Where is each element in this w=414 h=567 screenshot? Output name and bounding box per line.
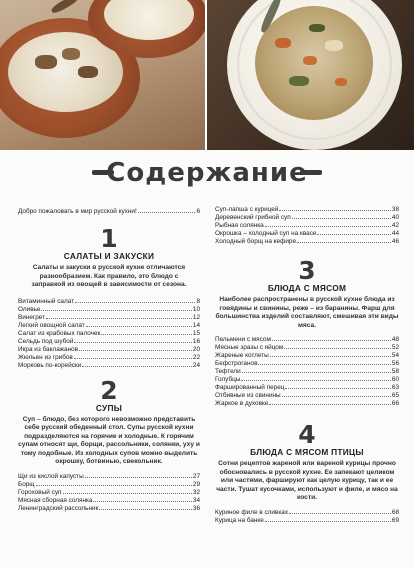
toc-leader	[41, 310, 191, 311]
toc-title: Легкий овощной салат	[18, 321, 85, 329]
toc-leader	[317, 234, 390, 235]
toc-leader	[86, 326, 192, 327]
toc-leader	[269, 404, 390, 405]
section-title: БЛЮДА С МЯСОМ	[267, 283, 347, 293]
toc-title: Винегрет	[18, 313, 46, 321]
toc-row[interactable]	[215, 336, 399, 344]
toc-leader	[270, 356, 391, 357]
toc-list-meat	[215, 336, 399, 408]
toc-title: Витаминный салат	[18, 297, 75, 305]
toc-leader	[279, 210, 390, 211]
toc-title: Ленинградский рассольник	[18, 504, 99, 512]
toc-page: 44	[391, 230, 399, 237]
toc-page: 48	[391, 336, 399, 343]
toc-leader	[265, 226, 391, 227]
toc-title: Отбивные из свинины	[215, 392, 281, 399]
toc-row[interactable]	[215, 238, 399, 246]
toc-page: 36	[192, 504, 200, 512]
toc-row[interactable]	[215, 206, 399, 214]
toc-row[interactable]	[215, 400, 399, 408]
toc-row[interactable]	[215, 368, 399, 376]
section-number: 1	[100, 224, 118, 253]
toc-page: 8	[196, 297, 200, 305]
toc-left-column	[18, 208, 200, 513]
toc-row[interactable]	[215, 222, 399, 230]
section-number: 4	[298, 420, 316, 449]
photo-julienne-pots	[0, 0, 205, 150]
toc-title: Жареные котлеты	[215, 352, 269, 359]
toc-leader	[292, 218, 391, 219]
toc-leader	[265, 521, 391, 522]
toc-list-salads	[18, 298, 200, 370]
toc-list-soups-continued	[215, 206, 399, 246]
section-title: СУПЫ	[95, 402, 123, 413]
toc-row[interactable]	[215, 376, 399, 384]
toc-title: Фаршированный перец	[215, 384, 285, 391]
toc-leader	[289, 513, 391, 514]
toc-title: Жюльен из грибов	[18, 353, 73, 361]
toc-leader	[74, 358, 192, 359]
toc-leader	[46, 318, 192, 319]
toc-title: Окрошка – холодный суп на квасе	[215, 230, 317, 237]
toc-row[interactable]	[215, 384, 399, 392]
toc-page: 52	[391, 344, 399, 351]
toc-leader	[285, 388, 390, 389]
toc-title: Добро пожаловать в мир русской кухни!	[18, 208, 137, 215]
toc-page: 58	[391, 368, 399, 375]
toc-title: Суп-лапша с курицей	[215, 206, 279, 213]
toc-leader	[36, 485, 192, 486]
toc-intro-row[interactable]	[18, 208, 200, 216]
toc-list-soups	[18, 473, 200, 513]
toc-leader	[241, 380, 391, 381]
toc-page: 69	[391, 516, 399, 524]
toc-page: 24	[192, 361, 200, 369]
toc-page: 40	[391, 214, 399, 221]
toc-row[interactable]	[215, 344, 399, 352]
toc-page: 60	[391, 376, 399, 383]
toc-page: 66	[391, 400, 399, 407]
toc-title: Пельмени с мясом	[215, 336, 271, 343]
toc-title: Курица на банке	[215, 516, 264, 524]
toc-row[interactable]	[18, 338, 200, 346]
toc-row[interactable]	[18, 298, 200, 306]
toc-row[interactable]	[18, 354, 200, 362]
toc-page: 46	[391, 238, 399, 245]
toc-title: Оливье	[18, 305, 41, 313]
toc-page: 42	[391, 222, 399, 229]
toc-list-poultry	[215, 509, 399, 525]
toc-page: 27	[192, 472, 200, 480]
toc-page: 16	[192, 337, 200, 345]
toc-page: 29	[192, 480, 200, 488]
toc-leader	[242, 372, 391, 373]
toc-page: 10	[192, 305, 200, 313]
toc-page: 54	[391, 352, 399, 359]
toc-leader	[93, 501, 191, 502]
toc-page: 22	[192, 353, 200, 361]
toc-leader	[85, 477, 192, 478]
toc-page: 63	[391, 384, 399, 391]
toc-page: 68	[391, 508, 399, 516]
toc-page: 14	[192, 321, 200, 329]
toc-row[interactable]	[18, 481, 200, 489]
toc-title: Икра из баклажанов	[18, 345, 79, 353]
toc-row[interactable]	[215, 360, 399, 368]
toc-row[interactable]	[18, 489, 200, 497]
toc-title: Гороховый суп	[18, 488, 62, 496]
toc-right-column	[215, 206, 399, 525]
toc-row[interactable]	[18, 497, 200, 505]
toc-leader	[82, 366, 192, 367]
toc-title: Холодный борщ на кефире	[215, 238, 297, 245]
contents-heading	[0, 158, 414, 188]
toc-row[interactable]	[18, 346, 200, 354]
toc-page: 6	[196, 208, 200, 215]
toc-page: 56	[391, 360, 399, 367]
toc-page: 15	[192, 329, 200, 337]
section-description: Салаты и закуски в русской кухне отличаются разнообразием. Как правило, это блюдо с заправкой из овощей в зависимости от сезона.	[31, 264, 187, 288]
toc-title: Тефтели	[215, 368, 241, 375]
toc-row[interactable]	[18, 505, 200, 513]
section-number: 3	[298, 256, 316, 285]
section-description: Наиболее распространены в русской кухне блюда из говядины и свинины, реже – из баранины. Фарш для большинства изделий составляют, смешивая эти виды мяса.	[215, 296, 399, 329]
toc-page: 34	[192, 496, 200, 504]
toc-title: Мясная сборная солянка	[18, 496, 93, 504]
toc-leader	[284, 348, 391, 349]
toc-title: Рыбная солянка	[215, 222, 264, 229]
section-description: Сотни рецептов жареной или вареной курицы прочно обосновались в русской кухне. Ее запекают целиком или частями, фаршируют как целую курицу, так и ее части. Тушат кусочками, используют и филе, и мясо на кости.	[216, 460, 398, 501]
toc-row[interactable]	[215, 230, 399, 238]
toc-row[interactable]	[215, 392, 399, 400]
toc-leader	[101, 334, 192, 335]
toc-row[interactable]	[215, 517, 399, 525]
photo-soup-bowl	[207, 0, 414, 150]
toc-title: Борщ	[18, 480, 35, 488]
section-number: 2	[100, 375, 118, 405]
toc-title: Щи из кислой капусты	[18, 472, 84, 480]
toc-row[interactable]	[215, 214, 399, 222]
toc-row[interactable]	[18, 362, 200, 370]
toc-page: 20	[192, 345, 200, 353]
toc-leader	[272, 340, 391, 341]
page-title: Содержание	[106, 158, 308, 188]
toc-title: Бефстроганов	[215, 360, 258, 367]
toc-title: Голубцы	[215, 376, 241, 383]
toc-title: Деревенский грибной суп	[215, 214, 291, 221]
toc-leader	[138, 212, 196, 213]
toc-leader	[74, 342, 191, 343]
toc-leader	[79, 350, 192, 351]
toc-title: Жаркое в духовке	[215, 400, 269, 407]
toc-row[interactable]	[18, 306, 200, 314]
toc-title: Салат из крабовых палочек	[18, 329, 101, 337]
toc-leader	[297, 242, 391, 243]
toc-title: Сельдь под шубой	[18, 337, 74, 345]
toc-row[interactable]	[18, 330, 200, 338]
toc-title: Морковь по-корейски	[18, 361, 82, 369]
toc-page: 38	[391, 206, 399, 213]
toc-leader	[99, 509, 192, 510]
toc-row[interactable]	[18, 473, 200, 481]
toc-row[interactable]	[215, 352, 399, 360]
toc-leader	[282, 396, 391, 397]
toc-row[interactable]	[18, 322, 200, 330]
section-title: БЛЮДА С МЯСОМ ПТИЦЫ	[250, 447, 364, 457]
toc-leader	[258, 364, 390, 365]
toc-leader	[75, 302, 195, 303]
section-title: САЛАТЫ И ЗАКУСКИ	[63, 251, 155, 261]
toc-row[interactable]	[215, 509, 399, 517]
toc-leader	[63, 493, 192, 494]
toc-title: Куриное филе в сливках	[215, 508, 289, 516]
toc-page: 65	[391, 392, 399, 399]
toc-row[interactable]	[18, 314, 200, 322]
toc-title: Мясные зразы с яйцом	[215, 344, 284, 351]
section-description: Суп – блюдо, без которого невозможно представить себе русский обеденный стол. Супы русской кухни подразделяются на горячие и холодные. К горячим супам относят щи, борщи, рассольники, солянки, уху и тому подобные. Из холодных супов можно выделить окрошку, ботвинью, свекольник.	[18, 415, 200, 465]
toc-page: 32	[192, 488, 200, 496]
toc-page: 12	[192, 313, 200, 321]
